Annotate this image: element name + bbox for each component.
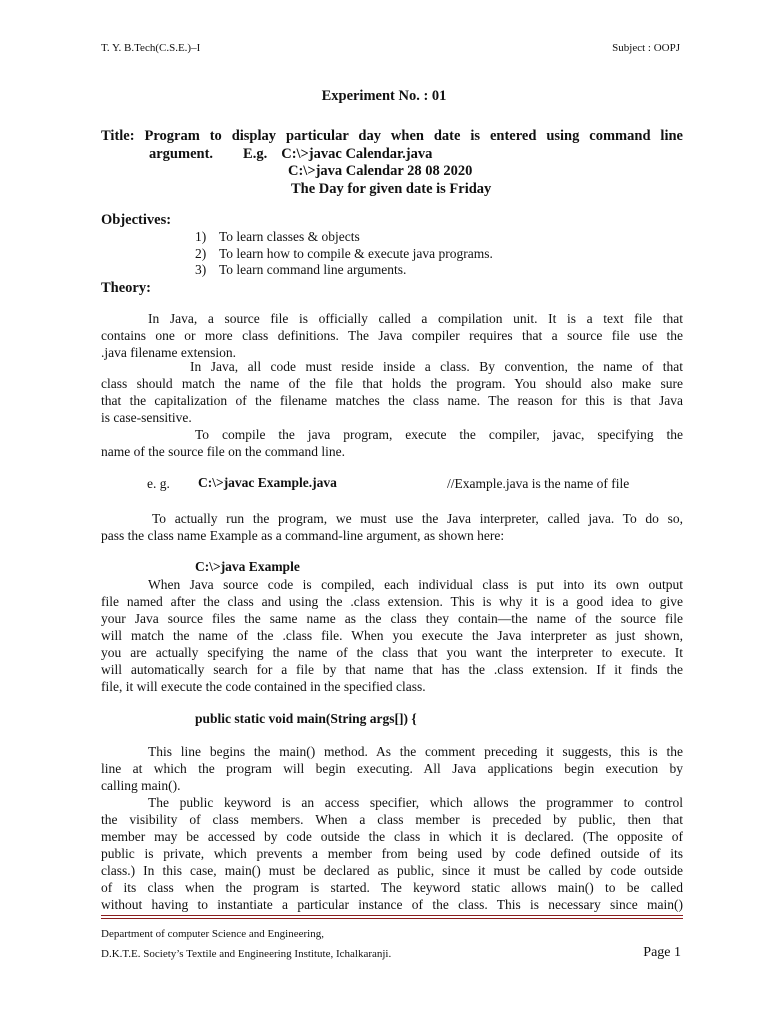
title-line-2 — [101, 146, 683, 164]
paragraph-line: When Java source code is compiled, each individual class is put into its own output — [148, 577, 683, 592]
theory-paragraph-1 — [101, 310, 683, 361]
title-argument: argument. — [149, 145, 214, 162]
objective-text: To learn how to compile & execute java programs. — [219, 245, 493, 261]
theory-paragraph-2 — [101, 358, 683, 426]
paragraph-line: In Java, all code must reside inside a class. By convention, the name of that — [190, 359, 683, 374]
paragraph-line: of its class when the program is started. The keyword static allows main() to be called — [101, 880, 683, 895]
header-course: T. Y. B.Tech(C.S.E.)–I — [101, 42, 201, 54]
footer-divider-thin — [101, 918, 683, 919]
paragraph-line: In Java, a source file is officially called a compilation unit. It is a text file that — [148, 311, 683, 326]
paragraph-line: pass the class name Example as a command-line argument, as shown here: — [101, 528, 505, 543]
objective-number: 1) — [195, 229, 207, 244]
paragraph-line: will match the name of the .class file. When you execute the Java interpreter as just shown, — [101, 628, 683, 643]
paragraph-line: contains one or more class definitions. The Java compiler requires that a source file use the — [101, 328, 683, 343]
title-javac-command: C:\>javac Calendar.java — [281, 145, 433, 162]
objective-item — [195, 262, 493, 279]
paragraph-line: line at which the program will begin executing. All Java applications begin execution by — [101, 761, 683, 776]
paragraph-line: To compile the java program, execute the compiler, javac, specifying the — [195, 427, 683, 442]
objective-item — [195, 246, 493, 263]
title-eg: E.g. — [243, 145, 268, 162]
paragraph-line: file named after the class and using the .class extension. This is why it is a good idea to give — [101, 594, 683, 609]
eg-comment: //Example.java is the name of file — [447, 476, 630, 491]
objectives-list — [195, 229, 493, 279]
experiment-number: Experiment No. : 01 — [321, 88, 447, 104]
theory-paragraph-7 — [101, 794, 683, 913]
theory-paragraph-5 — [101, 576, 683, 695]
footer-department: Department of computer Science and Engineering, — [101, 928, 324, 940]
theory-paragraph-6 — [101, 743, 683, 794]
paragraph-line: your Java source files the same name as the class they contain—the name of the source file — [101, 611, 683, 626]
paragraph-line: calling main(). — [101, 778, 181, 793]
header-subject: Subject : OOPJ — [612, 42, 680, 54]
theory-paragraph-3 — [101, 426, 683, 460]
paragraph-line: you are actually specifying the name of the class that you want the interpreter to execute. It — [101, 645, 683, 660]
paragraph-line: is case-sensitive. — [101, 410, 192, 425]
run-command: C:\>java Example — [195, 559, 300, 574]
objectives-heading: Objectives: — [101, 212, 172, 228]
paragraph-line: that the capitalization of the filename matches the class name. The reason for this is that Java — [101, 393, 683, 408]
paragraph-line: without having to instantiate a particular instance of the class. This is necessary since main() — [101, 897, 683, 912]
paragraph-line: .java filename extension. — [101, 345, 236, 360]
paragraph-line: file, it will execute the code contained in the specified class. — [101, 679, 426, 694]
objective-number: 3) — [195, 262, 207, 277]
title-block — [101, 128, 683, 198]
footer-divider — [101, 915, 683, 916]
title-java-command: C:\>java Calendar 28 08 2020 — [288, 163, 473, 179]
eg-javac-command: C:\>javac Example.java — [198, 475, 337, 490]
objective-item — [195, 229, 493, 246]
title-line-1: Title: Program to display particular day when date is entered using command line — [101, 128, 683, 144]
paragraph-line: name of the source file on the command line. — [101, 444, 346, 459]
objective-text: To learn classes & objects — [219, 229, 360, 244]
paragraph-line: class should match the name of the file that holds the program. You should also make sure — [101, 376, 683, 391]
eg-label: e. g. — [147, 476, 170, 491]
footer-institute: D.K.T.E. Society’s Textile and Engineering Institute, Ichalkaranji. — [101, 948, 392, 960]
paragraph-line: This line begins the main() method. As the comment preceding it suggests, this is the — [148, 744, 683, 759]
paragraph-line: the visibility of class members. When a class member is preceded by public, then that — [101, 812, 683, 827]
objective-number: 2) — [195, 245, 207, 261]
paragraph-line: public is private, which prevents a member from being used by code defined outside of its — [101, 846, 683, 861]
theory-heading: Theory: — [101, 280, 151, 296]
paragraph-line: will automatically search for a file by that name that has the .class extension. If it finds the — [101, 662, 683, 677]
theory-paragraph-4 — [101, 510, 683, 544]
paragraph-line: The public keyword is an access specifier, which allows the programmer to control — [148, 795, 683, 810]
paragraph-line: To actually run the program, we must use the Java interpreter, called java. To do so, — [152, 511, 683, 526]
page-number: Page 1 — [643, 945, 681, 960]
title-output: The Day for given date is Friday — [291, 180, 492, 197]
paragraph-line: class.) In this case, main() must be declared as public, since it must be called by code outside — [101, 863, 683, 878]
paragraph-line: member may be accessed by code outside the class in which it is declared. (The opposite of — [101, 829, 683, 844]
main-method-signature: public static void main(String args[]) { — [195, 711, 417, 726]
objective-text: To learn command line arguments. — [219, 262, 407, 277]
